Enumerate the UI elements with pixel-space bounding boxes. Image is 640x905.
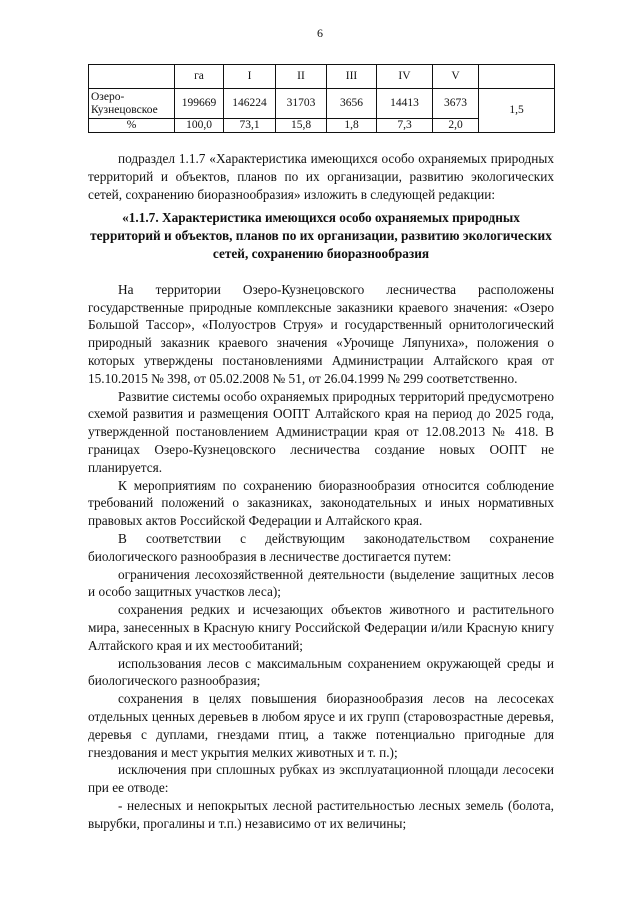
list-item: сохранения редких и исчезающих объектов животного и растительного мира, занесенных в Красную книгу Российской Федерации и/или Красную книгу Алтайского края и их местообитаний;	[88, 602, 554, 653]
table-cell: га	[175, 65, 224, 89]
body-paragraph: На территории Озеро-Кузнецовского лесничества расположены государственные природные комплексные заказники краевого значения: «Озеро Большой Тассор», «Полуостров Струя» и государственный орнитологический природный заказник краевого значения «Урочище Ляпуниха», положения о которых утверждены постановлениями Администрации Алтайского края от 15.10.2015 № 398, от 05.02.2008 № 51, от 26.04.1999 № 299 соответственно.	[88, 281, 554, 386]
table-cell: I	[224, 65, 276, 89]
body-paragraph: В соответствии с действующим законодательством сохранение биологического разнообразия в лесничестве достигается путем:	[88, 530, 554, 564]
list-item: ограничения лесохозяйственной деятельности (выделение защитных лесов и особо защитных участков леса);	[88, 566, 554, 600]
table-cell: 31703	[276, 89, 327, 119]
table-cell: 15,8	[276, 119, 327, 133]
table-cell: 1,8	[327, 119, 377, 133]
table-cell: %	[89, 119, 175, 133]
forest-area-table	[88, 64, 555, 133]
document-body	[88, 150, 554, 832]
table-cell: IV	[377, 65, 433, 89]
list-item: исключения при сплошных рубках из эксплуатационной площади лесосеки при ее отводе:	[88, 762, 554, 796]
table-cell: 3656	[327, 89, 377, 119]
page-number: 6	[317, 26, 323, 40]
intro-paragraph: подраздел 1.1.7 «Характеристика имеющихся особо охраняемых природных территорий и объектов, планов по их организации, развитию экологических сетей, сохранению биоразнообразия» изложить в следующей редакции:	[88, 151, 554, 202]
table-cell: 199669	[175, 89, 224, 119]
table-cell: 14413	[377, 89, 433, 119]
list-item: сохранения в целях повышения биоразнообразия лесов на лесосеках отдельных ценных деревьев в любом ярусе и их групп (старовозрастные деревья, деревья с дуплами, гнездами птиц, а также потенциально пригодные для гнездования и мест укрытия мелких животных и т. п.);	[88, 691, 554, 760]
table-cell: 3673	[433, 89, 479, 119]
table-cell: 1,5	[479, 89, 555, 133]
list-item: - нелесных и непокрытых лесной растительностью лесных земель (болота, вырубки, прогалины и т.п.) независимо от их величины;	[88, 797, 554, 831]
table-cell	[89, 65, 175, 89]
section-heading: «1.1.7. Характеристика имеющихся особо охраняемых природных территорий и объектов, планов по их организации, развитию экологических сетей, сохранению биоразнообразия	[90, 210, 552, 261]
table-cell: 73,1	[224, 119, 276, 133]
body-paragraph: К мероприятиям по сохранению биоразнообразия относится соблюдение требований положений о заказниках, законодательных и иных нормативных правовых актов Российской Федерации и Алтайского края.	[88, 477, 554, 529]
table-cell: 7,3	[377, 119, 433, 133]
table-cell: V	[433, 65, 479, 89]
table-cell: II	[276, 65, 327, 89]
table-cell: 100,0	[175, 119, 224, 133]
table-row	[89, 89, 555, 119]
body-paragraph: Развитие системы особо охраняемых природных территорий предусмотрено схемой развития и размещения ООПТ Алтайского края на период до 2025 года, утвержденной постановлением Администрации края от 12.08.2013 № 418. В границах Озеро-Кузнецовского лесничества создание новых ООПТ не планируется.	[88, 388, 554, 475]
table-cell: Озеро-Кузнецовское	[89, 89, 175, 119]
table-cell: 2,0	[433, 119, 479, 133]
table-cell: III	[327, 65, 377, 89]
table-cell	[479, 65, 555, 89]
list-item: использования лесов с максимальным сохранением окружающей среды и биологического разнообразия;	[88, 655, 554, 689]
table-header-row	[89, 65, 555, 89]
table-cell: 146224	[224, 89, 276, 119]
